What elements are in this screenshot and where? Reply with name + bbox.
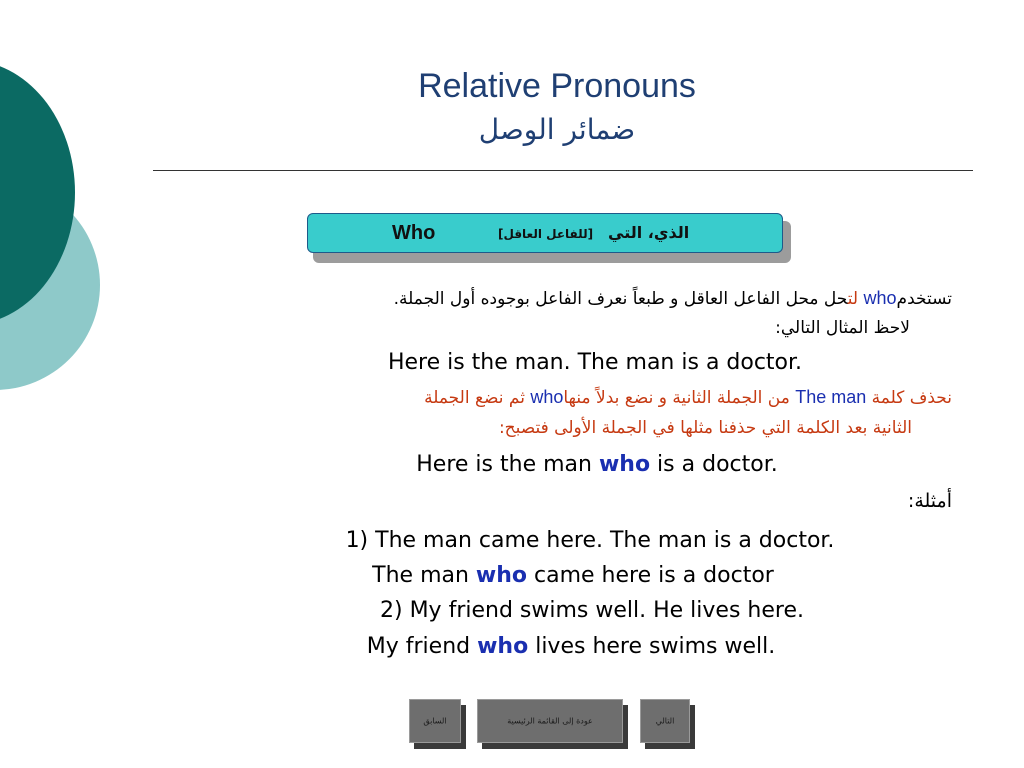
intro-text-start: تستخدم <box>896 289 952 309</box>
result-text-post: is a doctor. <box>650 452 778 477</box>
ex2-text-post: lives here swims well. <box>528 634 776 659</box>
instruction-text-2: من الجملة الثانية و نضع بدلاً منها <box>563 388 790 408</box>
intro-red-fragment: لت <box>847 289 859 309</box>
instruction-text-1: نحذف كلمة <box>871 388 952 408</box>
ex1-text-post: came here is a doctor <box>527 563 774 588</box>
slide-title-arabic: ضمائر الوصل <box>478 113 636 146</box>
ex1-who-keyword: who <box>475 563 528 588</box>
banner-meaning-arabic: الذي، التي <box>608 223 690 242</box>
next-button[interactable] <box>640 699 690 743</box>
intro-text-end: حل محل الفاعل العاقل و طبعاً نعرف الفاعل بوجوده أول الجملة. <box>393 289 848 309</box>
intro-line <box>394 288 952 309</box>
example-2-question: 2) My friend swims well. He lives here. <box>380 598 804 623</box>
banner-keyword: Who <box>392 222 436 244</box>
previous-button[interactable] <box>409 699 461 743</box>
instruction-line-1 <box>424 387 952 408</box>
previous-button-label: السابق <box>423 716 447 726</box>
example-2-answer <box>176 634 966 659</box>
instruction-who-keyword: who <box>530 387 564 407</box>
slide-title-english: Relative Pronouns <box>418 67 696 105</box>
next-button-label: التالي <box>655 716 675 726</box>
result-who-keyword: who <box>598 452 651 477</box>
banner-bracket-note: [للفاعل العاقل] <box>498 227 594 241</box>
ex2-text-pre: My friend <box>366 634 478 659</box>
example-sentence-original: Here is the man. The man is a doctor. <box>387 350 803 375</box>
ex1-text-pre: The man <box>372 563 476 588</box>
intro-who-keyword: who <box>863 288 897 308</box>
result-text-pre: Here is the man <box>416 452 599 477</box>
example-1-answer <box>178 563 968 588</box>
instruction-text-3: ثم نضع الجملة <box>424 388 525 408</box>
example-1-question: 1) The man came here. The man is a doctor. <box>345 528 835 553</box>
ex2-who-keyword: who <box>477 634 529 659</box>
instruction-the-man: The man <box>795 387 867 407</box>
instruction-line-2: الثانية بعد الكلمة التي حذفنا مثلها في الجملة الأولى فتصبح: <box>498 418 912 438</box>
example-result <box>192 452 1002 477</box>
who-banner <box>307 213 783 253</box>
home-menu-button[interactable] <box>477 699 623 743</box>
examples-heading: أمثلة: <box>907 490 952 512</box>
note-example-line: لاحظ المثال التالي: <box>775 318 910 338</box>
home-menu-button-label: عودة إلى القائمة الرئيسية <box>507 716 593 726</box>
title-divider <box>153 170 973 171</box>
